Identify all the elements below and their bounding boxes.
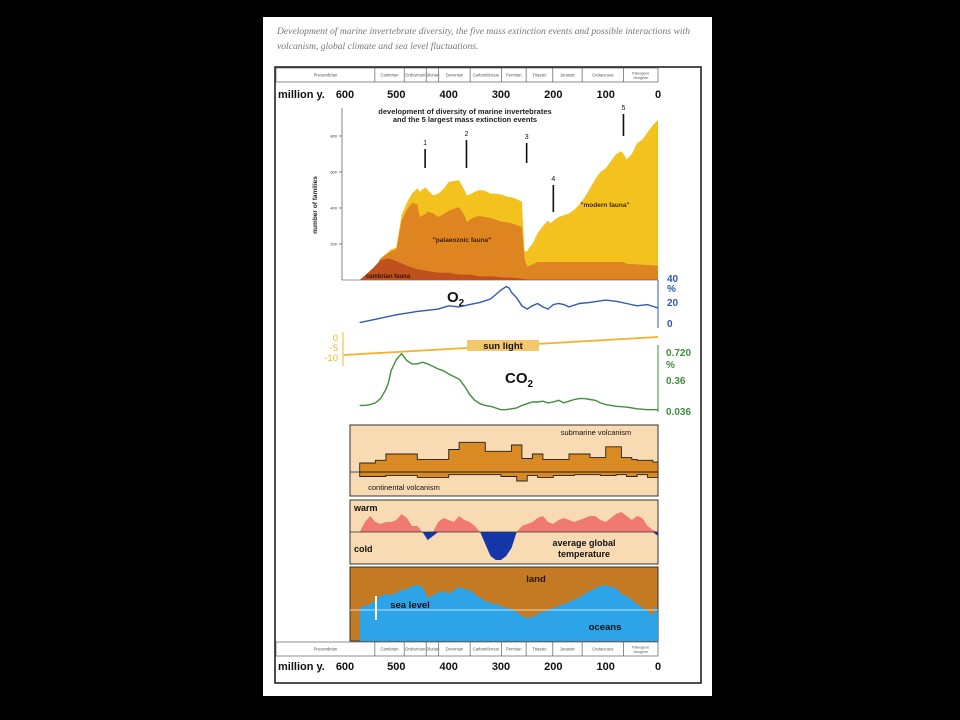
period-label: Precambrian xyxy=(313,72,338,78)
o2-panel xyxy=(360,274,679,330)
co2-panel xyxy=(360,345,692,418)
period-label: Precambrian xyxy=(313,646,338,652)
o2-tick-label: 40 xyxy=(667,274,679,285)
sunlight-label: sun light xyxy=(483,341,523,352)
co2-tick-label: 0.36 xyxy=(666,376,686,387)
extinction-marker-label: 3 xyxy=(524,134,529,141)
period-label: Triassic xyxy=(532,646,547,652)
time-tick-label: 100 xyxy=(596,89,615,101)
period-label: Silurian xyxy=(425,646,440,652)
extinction-marker-label: 1 xyxy=(423,140,428,147)
time-tick-label: 500 xyxy=(387,89,406,101)
period-label: Permian xyxy=(506,72,522,78)
period-label: Paleogene xyxy=(632,645,650,650)
sunlight-tick-label: 0 xyxy=(332,333,338,344)
period-label: Neogene xyxy=(633,75,649,80)
time-axis-bottom xyxy=(278,661,661,673)
diversity-y-tick-label: 600 xyxy=(330,169,337,175)
o2-label: $O_2$ xyxy=(447,289,465,309)
time-tick-label: 600 xyxy=(335,89,355,101)
time-tick-label: 100 xyxy=(596,661,615,673)
cold-label: cold xyxy=(354,544,373,554)
o2-subscript: 2 xyxy=(458,298,465,309)
period-bar-top xyxy=(276,68,658,82)
co2-tick-label: 0.720 xyxy=(666,348,692,359)
period-label: Carboniferous xyxy=(472,72,499,78)
co2-label: $CO_2$ xyxy=(505,370,534,390)
period-label: Devonian xyxy=(445,72,464,78)
extinction-marker-label: 5 xyxy=(621,105,626,112)
diversity-panel xyxy=(312,105,658,280)
o2-tick-label: % xyxy=(667,284,676,295)
o2-tick-label: 20 xyxy=(667,298,679,309)
diversity-title-line2: and the 5 largest mass extinction events xyxy=(392,115,538,124)
period-label: Carboniferous xyxy=(472,646,499,652)
period-label: Cretaceous xyxy=(592,72,614,78)
co2-tick-label: % xyxy=(666,360,675,371)
time-axis-label: million y. xyxy=(278,661,325,673)
period-label: Ordovician xyxy=(405,646,426,652)
submarine-volcanism-label: submarine volcanism xyxy=(560,428,632,437)
time-tick-label: 200 xyxy=(544,661,563,673)
sunlight-tick-label: -10 xyxy=(324,353,338,364)
figure-caption: Development of marine invertebrate diversity, the five mass extinction events and possible interactions with volcanism, global climate and sea level fluctuations. xyxy=(277,26,690,52)
time-tick-label: 0 xyxy=(654,89,662,101)
temperature-caption: average global xyxy=(552,538,616,548)
land-label: land xyxy=(526,574,546,585)
o2-line xyxy=(360,287,658,323)
period-label: Cambrian xyxy=(380,646,399,652)
co2-subscript: 2 xyxy=(527,379,534,390)
period-label: Jurassic xyxy=(559,646,576,652)
period-label: Paleogene xyxy=(632,71,650,76)
time-axis-label: million y. xyxy=(278,89,325,101)
period-label: Neogene xyxy=(633,649,649,654)
diversity-ylabel: number of families xyxy=(312,176,319,234)
palaeozoic-fauna-label: "palaeozoic fauna" xyxy=(432,237,492,244)
temperature-caption-line2: temperature xyxy=(557,549,611,559)
temperature-panel xyxy=(350,500,658,564)
warm-label: warm xyxy=(354,503,378,513)
oceans-label: oceans xyxy=(588,622,622,633)
time-tick-label: 0 xyxy=(654,661,662,673)
diversity-y-tick-label: 200 xyxy=(330,241,337,247)
modern-fauna-label: "modern fauna" xyxy=(580,202,630,209)
sea-level-panel xyxy=(350,567,658,641)
time-axis-top xyxy=(278,89,661,101)
extinction-marker-label: 2 xyxy=(464,131,469,138)
period-label: Permian xyxy=(506,646,522,652)
time-tick-label: 300 xyxy=(491,661,511,673)
time-tick-label: 500 xyxy=(387,661,406,673)
period-label: Ordovician xyxy=(405,72,426,78)
diversity-y-tick-label: 400 xyxy=(330,205,337,211)
period-label: Cambrian xyxy=(380,72,399,78)
period-label: Cretaceous xyxy=(592,646,614,652)
time-tick-label: 400 xyxy=(439,89,458,101)
time-tick-label: 300 xyxy=(491,89,511,101)
period-bar-bottom xyxy=(276,642,658,656)
co2-tick-label: 0.036 xyxy=(666,407,692,418)
period-label: Silurian xyxy=(425,72,440,78)
diversity-y-tick-label: 800 xyxy=(330,133,337,139)
period-label: Triassic xyxy=(532,72,547,78)
sunlight-tick-label: -5 xyxy=(329,343,338,354)
sunlight-panel xyxy=(324,332,658,366)
cambrian-fauna-label: cambrian fauna xyxy=(365,274,411,280)
sea-level-label: sea level xyxy=(390,600,430,611)
period-label: Devonian xyxy=(445,646,464,652)
diversity-title: development of diversity of marine invertebrates xyxy=(378,107,552,116)
extinction-marker-label: 4 xyxy=(551,176,556,183)
time-tick-label: 600 xyxy=(335,661,355,673)
continental-volcanism-label: continental volcanism xyxy=(368,483,440,492)
o2-tick-label: 0 xyxy=(667,319,673,330)
time-tick-label: 400 xyxy=(439,661,458,673)
time-tick-label: 200 xyxy=(544,89,563,101)
period-label: Jurassic xyxy=(559,72,576,78)
volcanism-panel xyxy=(350,425,658,496)
